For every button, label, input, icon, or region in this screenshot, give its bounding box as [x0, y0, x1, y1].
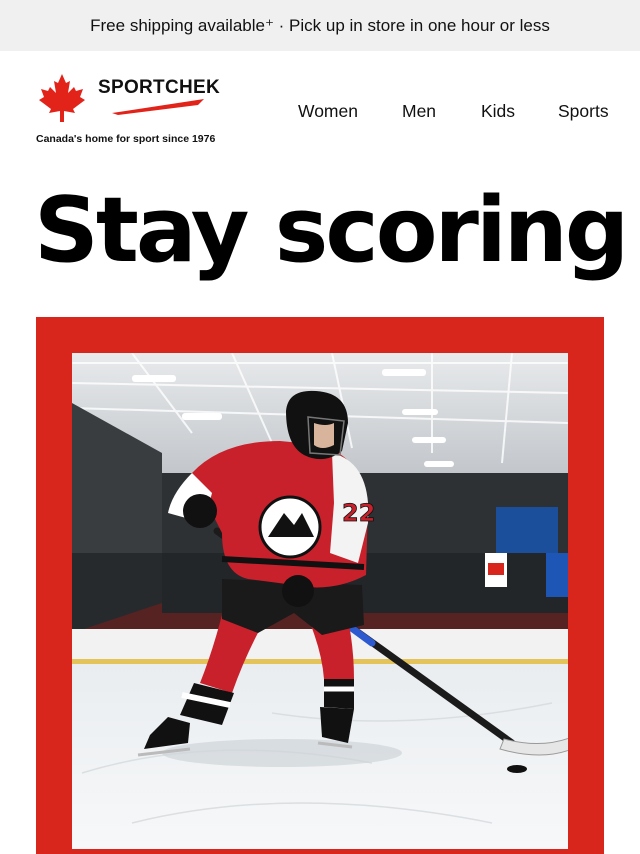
nav-item-men[interactable]: Men — [402, 101, 437, 121]
brand-wordmark: SPORTCHEK — [98, 77, 220, 98]
promo-bar — [0, 0, 640, 51]
site-header — [0, 51, 640, 161]
nav-item-kids[interactable]: Kids — [481, 101, 516, 121]
promo-text: Free shipping available⁺ · Pick up in store in one hour or less — [90, 15, 550, 35]
nav-item-sports[interactable]: Sports — [558, 101, 609, 121]
maple-leaf-icon — [36, 73, 88, 123]
hockey-player-image[interactable] — [72, 353, 568, 849]
hero-banner[interactable] — [36, 317, 604, 854]
jersey-number: 22 — [342, 499, 376, 527]
swoosh-icon — [112, 99, 204, 115]
brand-tagline: Canada's home for sport since 1976 — [36, 133, 216, 145]
nav-item-women[interactable]: Women — [298, 101, 358, 121]
hero-headline: Stay scoring — [34, 178, 627, 283]
sportchek-logo[interactable] — [34, 71, 234, 151]
